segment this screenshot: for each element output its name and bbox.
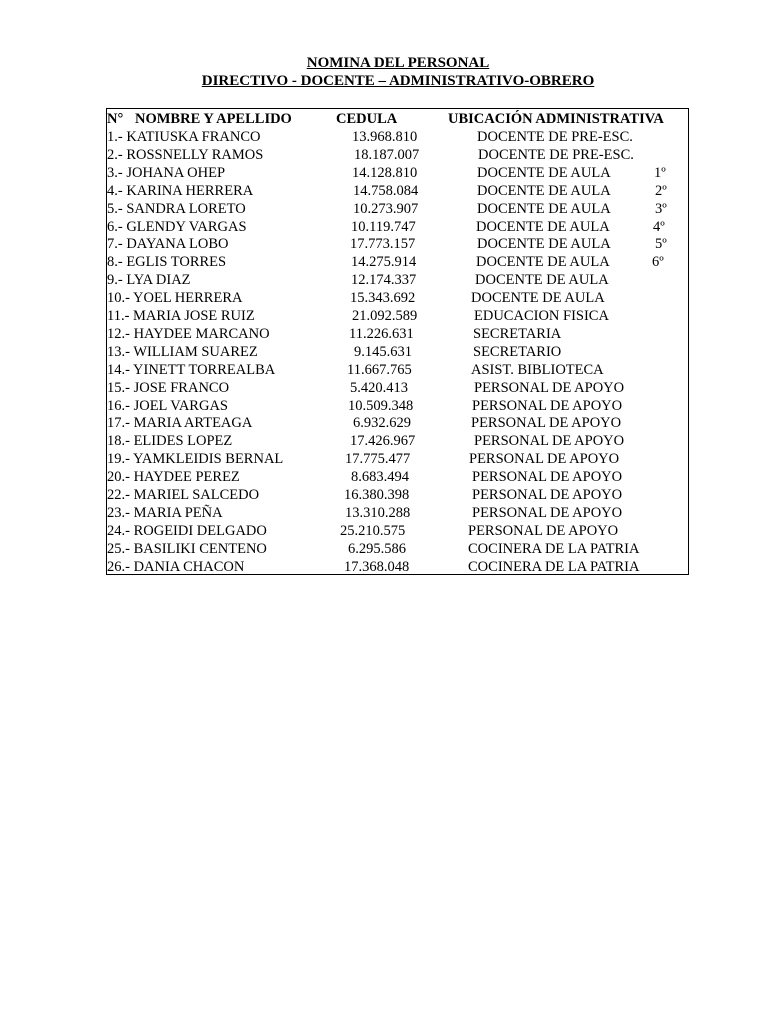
employee-cedula: 9.145.631 [354,343,412,360]
employee-ubicacion: PERSONAL DE APOYO [472,469,623,486]
employee-name: 6.- GLENDY VARGAS [107,218,247,235]
table-row [107,146,690,164]
employee-cedula: 5.420.413 [350,379,408,396]
employee-cedula: 17.775.477 [345,451,411,468]
employee-ubicacion: DOCENTE DE PRE-ESC. [478,146,634,163]
employee-ubicacion: DOCENTE DE AULA [475,272,609,289]
employee-name: 16.- JOEL VARGAS [107,397,228,414]
employee-cedula: 14.128.810 [352,164,418,181]
employee-cedula: 17.368.048 [344,558,410,575]
table-row [107,182,690,200]
employee-ubicacion: DOCENTE DE PRE-ESC. [477,129,633,145]
employee-grado: 5º [655,236,667,253]
employee-cedula: 18.187.007 [354,146,420,163]
employee-ubicacion: DOCENTE DE AULA [471,290,605,307]
table-row [107,361,690,379]
table-row [107,540,690,558]
employee-ubicacion: DOCENTE DE AULA [476,254,610,271]
employee-name: 20.- HAYDEE PEREZ [107,469,240,486]
employee-name: 8.- EGLIS TORRES [107,254,227,271]
employee-name: 22.- MARIEL SALCEDO [107,487,260,503]
employee-cedula: 17.426.967 [350,433,416,450]
table-row [107,468,690,486]
table-row [107,325,690,343]
document-title: NOMINA DEL PERSONAL [306,55,490,71]
document-subtitle: DIRECTIVO - DOCENTE – ADMINISTRATIVO-OBRERO [201,73,595,89]
header-cedula: CEDULA [336,111,398,127]
employee-name: 10.- YOEL HERRERA [107,290,243,307]
table-row [107,379,690,397]
employee-ubicacion: DOCENTE DE AULA [477,200,611,217]
employee-cedula: 16.380.398 [344,487,410,503]
table-row [107,271,690,289]
employee-ubicacion: COCINERA DE LA PATRIA [468,558,640,575]
employee-name: 1.- KATIUSKA FRANCO [107,129,261,145]
employee-cedula: 15.343.692 [350,290,416,307]
employee-cedula: 10.273.907 [353,200,419,217]
employee-ubicacion: COCINERA DE LA PATRIA [468,540,640,557]
table-row [107,218,690,236]
employee-cedula: 8.683.494 [351,469,409,486]
table-row [107,253,690,271]
employee-cedula: 11.226.631 [349,325,414,342]
table-row [107,235,690,253]
employee-cedula: 6.295.586 [348,540,406,557]
table-row [107,164,690,182]
employee-name: 18.- ELIDES LOPEZ [107,433,233,450]
employee-ubicacion: PERSONAL DE APOYO [468,522,619,539]
employee-cedula: 6.932.629 [353,415,411,432]
employee-name: 15.- JOSE FRANCO [107,379,230,396]
table-row [107,200,690,218]
employee-grado: 6º [652,254,664,271]
header-num: N° [107,111,124,127]
table-row [107,414,690,432]
employee-name: 14.- YINETT TORREALBA [107,361,276,378]
employee-ubicacion: PERSONAL DE APOYO [472,487,623,503]
table-row [107,558,690,576]
header-name: NOMBRE Y APELLIDO [135,111,292,127]
employee-name: 2.- ROSSNELLY RAMOS [107,146,264,163]
employee-cedula: 17.773.157 [350,236,416,253]
employee-cedula: 21.092.589 [352,308,418,324]
employee-cedula: 12.174.337 [351,272,417,289]
employee-cedula: 11.667.765 [347,361,412,378]
employee-name: 25.- BASILIKI CENTENO [107,540,267,557]
employee-cedula: 25.210.575 [340,522,406,539]
employee-ubicacion: PERSONAL DE APOYO [474,379,625,396]
employee-ubicacion: DOCENTE DE AULA [477,164,611,181]
employee-grado: 2º [655,182,667,199]
employee-ubicacion: PERSONAL DE APOYO [469,451,620,468]
employee-name: 12.- HAYDEE MARCANO [107,325,270,342]
employee-ubicacion: SECRETARIO [473,343,562,360]
employee-cedula: 14.275.914 [351,254,417,271]
table-row [107,397,690,415]
employee-ubicacion: SECRETARIA [473,325,562,342]
employee-name: 26.- DANIA CHACON [107,558,245,575]
table-row [107,343,690,361]
employee-grado: 1º [654,164,666,181]
employee-cedula: 13.968.810 [352,129,418,145]
table-row [107,504,690,522]
employee-name: 11.- MARIA JOSE RUIZ [107,308,255,324]
employee-ubicacion: DOCENTE DE AULA [477,182,611,199]
employee-name: 4.- KARINA HERRERA [107,182,254,199]
staff-roster-table [106,108,689,575]
employee-name: 23.- MARIA PEÑA [107,504,223,521]
employee-ubicacion: PERSONAL DE APOYO [472,397,623,414]
table-row [107,486,690,504]
header-ubicacion: UBICACIÓN ADMINISTRATIVA [448,111,664,127]
table-row [107,432,690,450]
employee-name: 19.- YAMKLEIDIS BERNAL [107,451,284,468]
employee-cedula: 10.119.747 [351,218,416,235]
employee-cedula: 14.758.084 [353,182,419,199]
employee-ubicacion: PERSONAL DE APOYO [472,504,623,521]
employee-cedula: 10.509.348 [348,397,414,414]
employee-name: 13.- WILLIAM SUAREZ [107,343,258,360]
employee-ubicacion: EDUCACION FISICA [474,308,609,324]
table-row [107,307,690,325]
table-row [107,522,690,540]
employee-ubicacion: PERSONAL DE APOYO [474,433,625,450]
employee-name: 24.- ROGEIDI DELGADO [107,522,267,539]
table-row [107,289,690,307]
employee-ubicacion: ASIST. BIBLIOTECA [471,361,604,378]
employee-name: 17.- MARIA ARTEAGA [107,415,253,432]
employee-name: 7.- DAYANA LOBO [107,236,229,253]
employee-name: 5.- SANDRA LORETO [107,200,246,217]
employee-grado: 3º [655,200,667,217]
employee-ubicacion: DOCENTE DE AULA [476,218,610,235]
table-header-row [107,110,690,128]
table-row [107,450,690,468]
employee-cedula: 13.310.288 [345,504,411,521]
employee-name: 3.- JOHANA OHEP [107,164,226,181]
document-title-block [0,54,768,90]
employee-grado: 4º [653,218,665,235]
employee-ubicacion: PERSONAL DE APOYO [471,415,622,432]
employee-ubicacion: DOCENTE DE AULA [477,236,611,253]
table-row [107,128,690,146]
employee-name: 9.- LYA DIAZ [107,272,191,289]
